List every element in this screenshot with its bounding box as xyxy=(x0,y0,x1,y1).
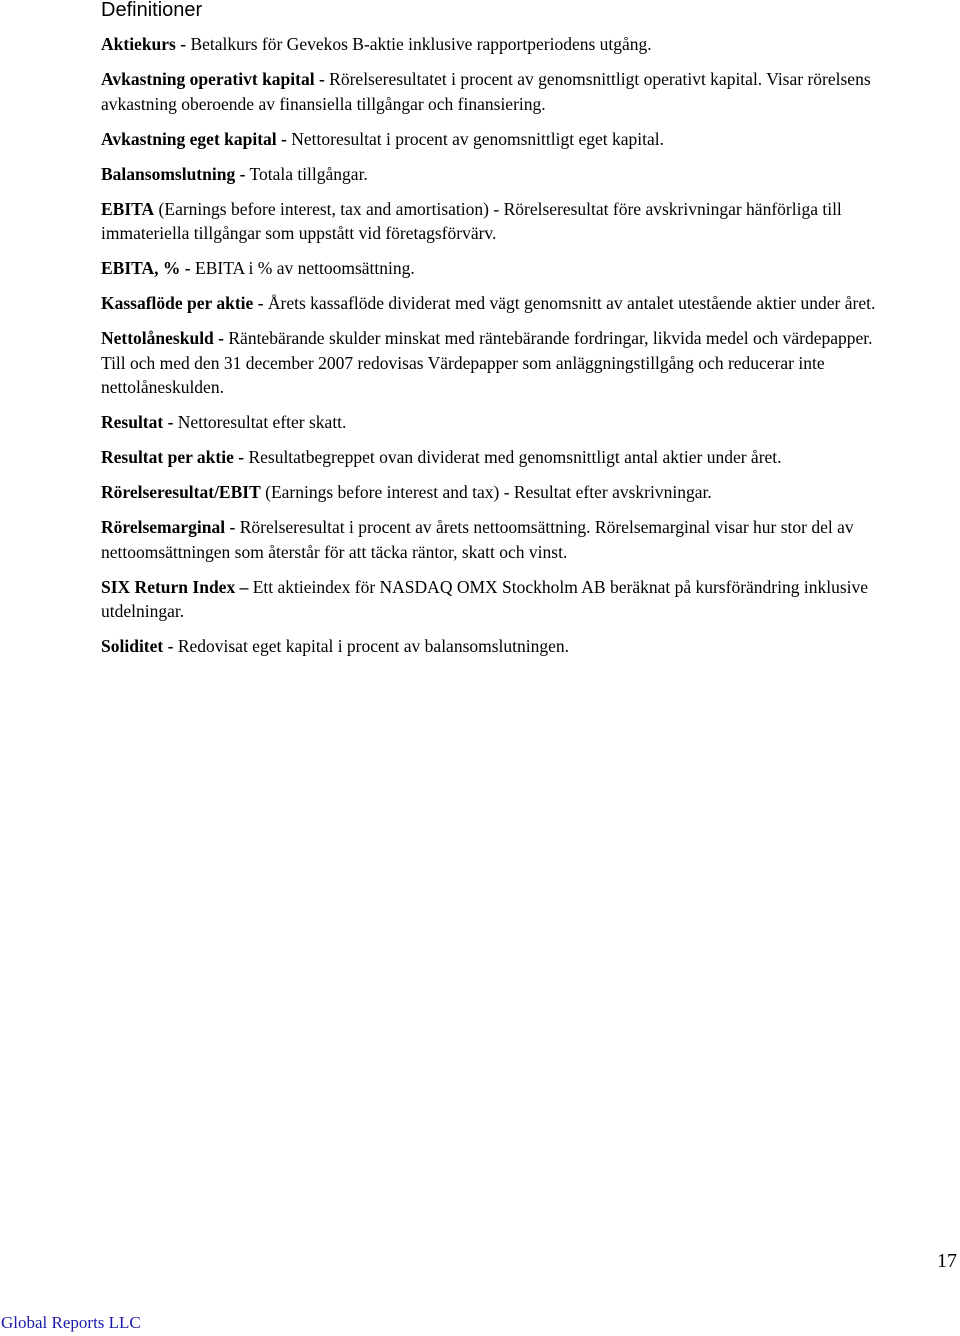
definition-separator: - xyxy=(257,293,264,313)
definition-separator: - xyxy=(281,128,287,149)
definition-text: Nettoresultat i procent av genomsnittligt eget kapital. xyxy=(291,128,664,149)
definition-separator: - xyxy=(239,163,246,184)
definition-item xyxy=(101,197,881,246)
definition-separator: - xyxy=(167,636,174,656)
definition-item xyxy=(101,515,881,564)
definition-text: Ett aktieindex för NASDAQ OMX Stockholm AB beräknat på kursförändring inklusive utdelningar. xyxy=(101,576,869,621)
definition-term: Rörelseresultat/EBIT xyxy=(101,482,261,502)
definition-separator: – xyxy=(239,576,249,597)
definition-item xyxy=(101,575,881,624)
definition-separator: - xyxy=(180,34,187,54)
definition-text: Totala tillgångar. xyxy=(249,163,368,184)
definition-term: Balansomslutning xyxy=(101,163,236,184)
page-title: Definitioner xyxy=(101,0,203,21)
definition-item xyxy=(101,127,881,152)
definition-text: Räntebärande skulder minskat med räntebärande fordringar, likvida medel och värdepapper. Till och med den 31 december 2007 redovisas Värdepapper som anläggningstillgång och reducerar inte nettolåneskulden. xyxy=(101,328,873,397)
definition-term: Soliditet xyxy=(101,636,164,656)
definition-separator: - xyxy=(318,69,325,89)
definition-term: Avkastning eget kapital xyxy=(101,128,277,149)
definition-term: EBITA, % xyxy=(101,258,181,278)
definition-separator: - xyxy=(218,328,224,348)
definition-term: EBITA xyxy=(101,198,155,219)
definition-text: (Earnings before interest, tax and amortisation) - Rörelseresultat före avskrivningar hänförliga till immateriella tillgångar som uppstått vid företagsförvärv. xyxy=(101,198,842,243)
definition-item xyxy=(101,291,881,316)
definition-item xyxy=(101,480,881,505)
definition-item xyxy=(101,256,881,281)
page-number: 17 xyxy=(937,1250,957,1272)
definition-term: Rörelsemarginal xyxy=(101,517,226,537)
definition-text: Redovisat eget kapital i procent av balansomslutningen. xyxy=(177,636,570,656)
definitions-list xyxy=(101,32,881,669)
definition-item xyxy=(101,162,881,187)
definition-text: Betalkurs för Gevekos B-aktie inklusive rapportperiodens utgång. xyxy=(190,34,652,54)
footer-brand: Global Reports LLC xyxy=(1,1313,141,1332)
definition-text: Rörelseresultat i procent av årets nettoomsättning. Rörelsemarginal visar hur stor del av nettoomsättningen som återstår för att täcka räntor, skatt och vinst. xyxy=(101,517,854,562)
definition-term: Resultat xyxy=(101,412,164,432)
definition-item xyxy=(101,32,881,57)
definition-text: Rörelseresultatet i procent av genomsnittligt operativt kapital. Visar rörelsens avkastning oberoende av finansiella tillgångar och finansiering. xyxy=(101,69,871,114)
definition-separator: - xyxy=(238,447,245,467)
definition-separator: - xyxy=(184,258,191,278)
definition-item xyxy=(101,326,881,400)
definition-item xyxy=(101,67,881,116)
definition-term: Aktiekurs xyxy=(101,34,176,54)
definition-separator: - xyxy=(167,412,174,432)
definition-term: Resultat per aktie xyxy=(101,447,234,467)
definition-text: Årets kassaflöde dividerat med vägt genomsnitt av antalet utestående aktier under året. xyxy=(267,293,876,313)
definition-text: (Earnings before interest and tax) - Resultat efter avskrivningar. xyxy=(265,482,712,502)
definition-term: Nettolåneskuld xyxy=(101,328,214,348)
definition-separator: - xyxy=(229,517,236,537)
definition-term: Avkastning operativt kapital xyxy=(101,69,315,89)
definition-term: Kassaflöde per aktie xyxy=(101,293,254,313)
definition-item xyxy=(101,445,881,470)
definition-term: SIX Return Index xyxy=(101,576,236,597)
definition-text: EBITA i % av nettoomsättning. xyxy=(195,258,415,278)
definition-item xyxy=(101,410,881,435)
definition-text: Nettoresultat efter skatt. xyxy=(177,412,347,432)
definition-item xyxy=(101,634,881,659)
definition-text: Resultatbegreppet ovan dividerat med genomsnittligt antal aktier under året. xyxy=(248,447,782,467)
